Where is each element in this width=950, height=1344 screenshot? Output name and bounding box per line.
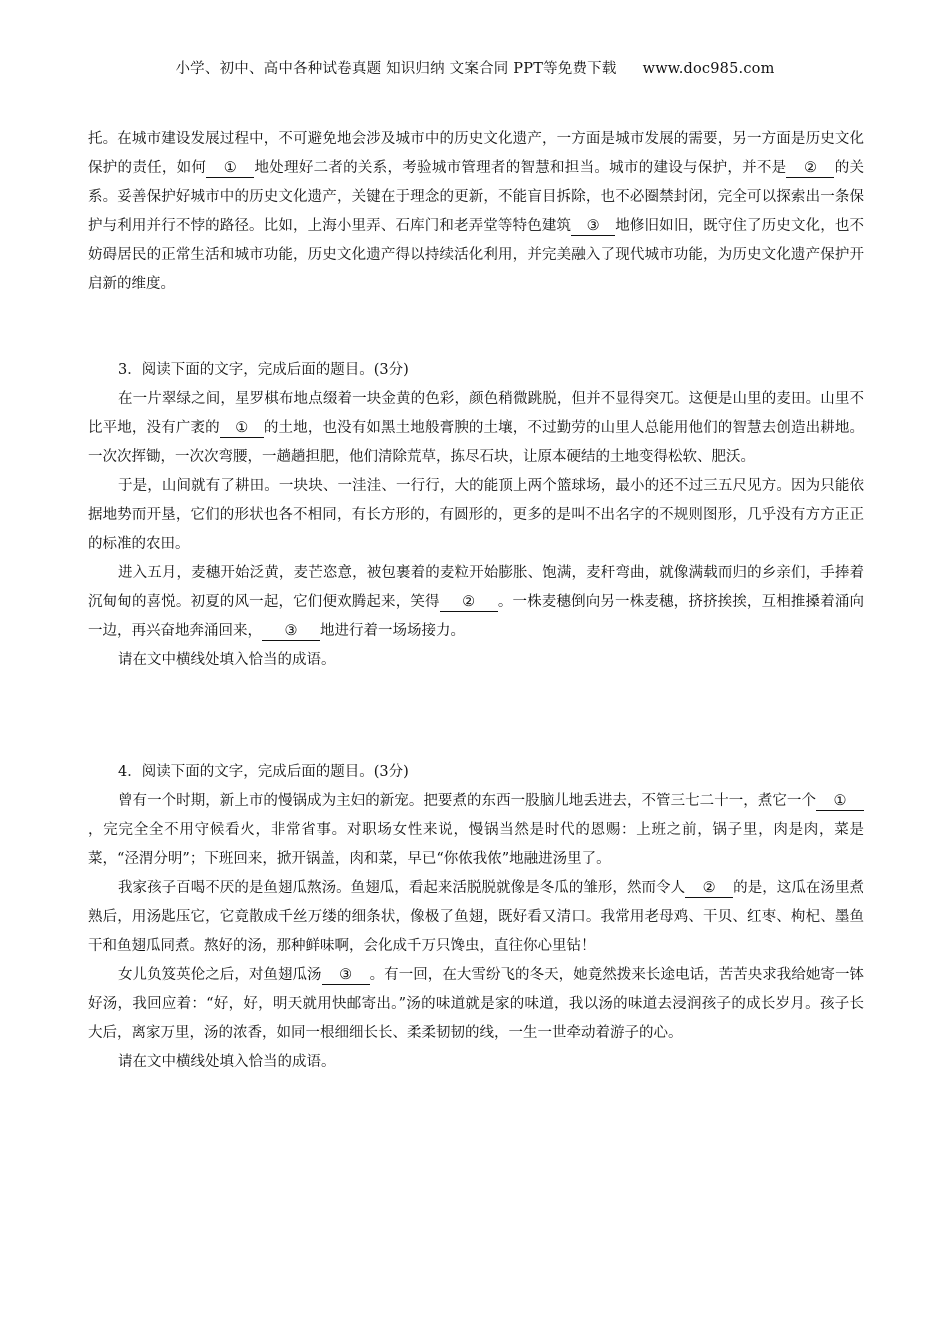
fill-blank-1: ① [206, 159, 254, 178]
question-4-paragraph-1: 曾有一个时期，新上市的慢锅成为主妇的新宠。把要煮的东西一股脑儿地丢进去，不管三七二十一，煮它一个 ①，完完全全不用守候看火，非常省事。对职场女性来说，慢锅当然是时代的恩赐：上班之前，锅子里，肉是肉，菜是菜，“泾渭分明”；下班回来，掀开锅盖，肉和菜，早已“你侬我侬”地融进汤里了。 [88, 793, 864, 867]
header-url[interactable]: www.doc985.com [642, 61, 775, 77]
question-3-paragraph-3: 进入五月，麦穗开始泛黄，麦芒恣意，被包裹着的麦粒开始膨胀、饱满，麦秆弯曲，就像满载而归的乡亲们，手捧着沉甸甸的喜悦。初夏的风一起，它们便欢腾起来，笑得 ② 。一株麦穗倒向另一株麦穗，挤挤挨挨，互相推搡着涌向一边，再兴奋地奔涌回来， ③ 地进行着一场场接力。 [88, 565, 864, 639]
fill-blank-3: ③ [571, 217, 615, 236]
fill-blank-1: ① [220, 419, 264, 438]
question-4-paragraph-3: 女儿负笈英伦之后，对鱼翅瓜汤 ③ 。有一回，在大雪纷飞的冬天，她竟然拨来长途电话，苦苦央求我给她寄一钵好汤，我回应着：“好，好，明天就用快邮寄出。”汤的味道就是家的味道，我以汤的味道去浸润孩子的成长岁月。孩子长大后，离家万里，汤的浓香，如同一根细细长长、柔柔韧韧的线，一生一世牵动着游子的心。 [88, 967, 865, 1041]
fill-blank-3: ③ [262, 622, 320, 641]
question-4 [88, 758, 864, 1077]
page-header [0, 57, 950, 78]
question-4-heading: 4．阅读下面的文字，完成后面的题目。(3分) [118, 764, 409, 780]
question-3 [88, 356, 864, 675]
question-4-paragraph-2: 我家孩子百喝不厌的是鱼翅瓜熬汤。鱼翅瓜，看起来活脱脱就像是冬瓜的雏形，然而令人 ② 的是，这瓜在汤里煮熟后，用汤匙压它，它竟散成千丝万缕的细条状，像极了鱼翅，既好看又清口。我常用老母鸡、干贝、红枣、枸杞、墨鱼干和鱼翅瓜同煮。熬好的汤，那种鲜味啊，会化成千万只馋虫，直往你心里钻！ [88, 880, 864, 954]
fill-blank-2: ② [685, 879, 733, 898]
fill-blank-2: ② [440, 593, 498, 612]
passage-continuation [88, 125, 864, 299]
fill-blank-2: ② [786, 159, 834, 178]
passage-paragraph: 托。在城市建设发展过程中，不可避免地会涉及城市中的历史文化遗产，一方面是城市发展的需要，另一方面是历史文化保护的责任，如何 ① 地处理好二者的关系，考验城市管理者的智慧和担当。城市的建设与保护，并不是 ② 的关系。妥善保护好城市中的历史文化遗产，关键在于理念的更新，不能盲目拆除，也不必圈禁封闭，完全可以探索出一条保护与利用并行不悖的路径。比如，上海小里弄、石库门和老弄堂等特色建筑 ③ 地修旧如旧，既守住了历史文化，也不妨碍居民的正常生活和城市功能，历史文化遗产得以持续活化利用，并完美融入了现代城市功能，为历史文化遗产保护开启新的维度。 [88, 131, 865, 292]
question-3-paragraph-2: 于是，山间就有了耕田。一块块、一洼洼、一行行，大的能顶上两个篮球场，最小的还不过三五尺见方。因为只能依据地势而开垦，它们的形状也各不相同，有长方形的，有圆形的，更多的是叫不出名字的不规则图形，几乎没有方方正正的标准的农田。 [88, 478, 864, 552]
question-3-heading: 3．阅读下面的文字，完成后面的题目。(3分) [118, 362, 409, 378]
header-text: 小学、初中、高中各种试卷真题 知识归纳 文案合同 PPT等免费下载 [175, 61, 617, 77]
fill-blank-3: ③ [322, 966, 370, 985]
question-4-instruction: 请在文中横线处填入恰当的成语。 [118, 1054, 336, 1070]
question-3-instruction: 请在文中横线处填入恰当的成语。 [118, 652, 336, 668]
question-3-paragraph-1: 在一片翠绿之间，星罗棋布地点缀着一块金黄的色彩，颜色稍微跳脱，但并不显得突兀。这便是山里的麦田。山里不比平地，没有广袤的 ① 的土地，也没有如黑土地般膏腴的土壤，不过勤劳的山里人总能用他们的智慧去创造出耕地。一次次挥锄，一次次弯腰，一趟趟担肥，他们清除荒草，拣尽石块，让原本硬结的土地变得松软、肥沃。 [88, 391, 865, 465]
fill-blank-1: ① [816, 792, 864, 811]
